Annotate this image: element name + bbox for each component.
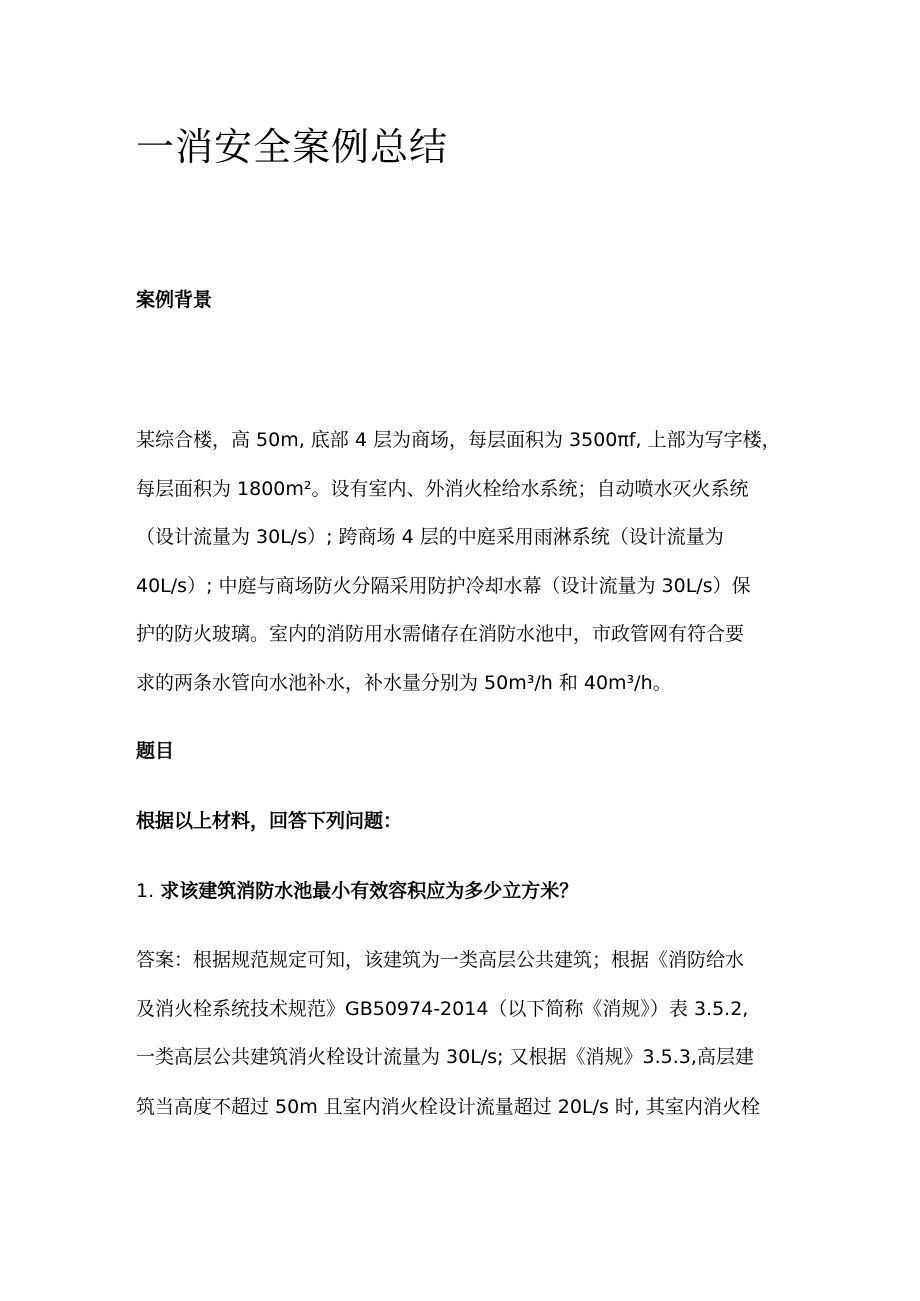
paragraph-line: （设计流量为 30L/s）; 跨商场 4 层的中庭采用雨淋系统（设计流量为 [136,526,724,548]
instruction-text: 根据以上材料，回答下列问题： [136,810,403,832]
paragraph-line: 筑当高度不超过 50m 且室内消火栓设计流量超过 20L/s 时, 其室内消火栓 [136,1096,760,1118]
paragraph-line: 求的两条水管向水池补水，补水量分别为 50m³/h 和 40m³/h。 [136,672,672,694]
paragraph-line: 40L/s）; 中庭与商场防火分隔采用防护冷却水幕（设计流量为 30L/s）保 [136,575,751,597]
question-1 [136,876,578,906]
question-text: 求该建筑消防水池最小有效容积应为多少立方米？ [160,880,579,902]
question-number: 1. [136,880,155,902]
document-title: 一消安全案例总结 [136,125,449,169]
paragraph-line: 及消火栓系统技术规范》GB50974-2014（以下简称《消规》）表 3.5.2, [136,998,749,1020]
section-heading-topic: 题目 [136,740,175,762]
paragraph-line: 某综合楼，高 50m, 底部 4 层为商场，每层面积为 3500πf, 上部为写字楼， [136,429,781,451]
section-heading-background: 案例背景 [136,289,213,311]
paragraph-line: 答案：根据规范规定可知，该建筑为一类高层公共建筑；根据《消防给水 [136,949,745,971]
paragraph-line: 护的防火玻璃。室内的消防用水需储存在消防水池中，市政管网有符合要 [136,623,745,645]
paragraph-line: 一类高层公共建筑消火栓设计流量为 30L/s; 又根据《消规》3.5.3,高层建 [136,1046,754,1068]
paragraph-line: 每层面积为 1800m²。设有室内、外消火栓给水系统；自动喷水灭火系统 [136,478,749,500]
